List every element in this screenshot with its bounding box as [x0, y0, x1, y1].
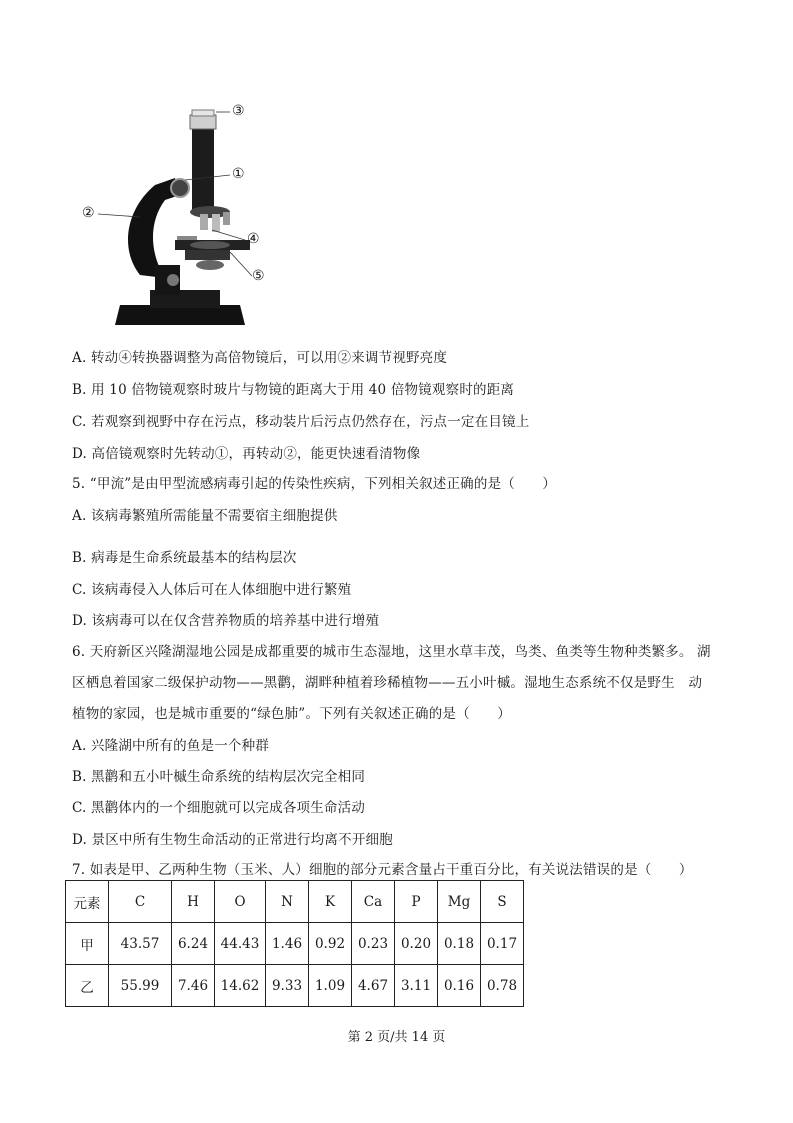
table-cell: H [172, 881, 215, 923]
q6-option-d: D. 景区中所有生物生命活动的正常进行均离不开细胞 [72, 832, 393, 848]
q6-stem-line-2: 区栖息着国家二级保护动物——黑鹳，湖畔种植着珍稀植物——五小叶槭。湿地生态系统不仅是野生 动 [72, 675, 703, 691]
table-header-row [66, 881, 524, 923]
table-row [66, 965, 524, 1007]
table-cell: 6.24 [172, 923, 215, 965]
table-cell: 3.11 [395, 965, 438, 1007]
table-cell: 乙 [66, 965, 109, 1007]
table-cell: 0.92 [309, 923, 352, 965]
table-cell: O [215, 881, 266, 923]
table-cell: 1.09 [309, 965, 352, 1007]
table-cell: P [395, 881, 438, 923]
q5-option-c: C. 该病毒侵入人体后可在人体细胞中进行繁殖 [72, 582, 352, 598]
table-cell: 7.46 [172, 965, 215, 1007]
table-cell: C [109, 881, 172, 923]
table-cell: N [266, 881, 309, 923]
q5-option-d: D. 该病毒可以在仅含营养物质的培养基中进行增殖 [72, 613, 380, 629]
table-cell: 0.20 [395, 923, 438, 965]
figure-leader-lines [80, 100, 280, 330]
q6-option-a: A. 兴隆湖中所有的鱼是一个种群 [72, 738, 270, 754]
table-cell: 0.16 [438, 965, 481, 1007]
label-5: ⑤ [252, 268, 265, 284]
q4-option-c: C. 若观察到视野中存在污点，移动装片后污点仍然存在，污点一定在目镜上 [72, 414, 530, 430]
q5-option-a: A. 该病毒繁殖所需能量不需要宿主细胞提供 [72, 508, 338, 524]
q6-option-c: C. 黑鹳体内的一个细胞就可以完成各项生命活动 [72, 800, 366, 816]
q4-option-d: D. 高倍镜观察时先转动①，再转动②，能更快速看清物像 [72, 446, 421, 462]
table-cell: 1.46 [266, 923, 309, 965]
q4-option-a: A. 转动④转换器调整为高倍物镜后，可以用②来调节视野亮度 [72, 350, 448, 366]
table-cell: 14.62 [215, 965, 266, 1007]
table-cell: 4.67 [352, 965, 395, 1007]
table-cell: K [309, 881, 352, 923]
microscope-figure [80, 100, 280, 330]
q4-option-b: B. 用 10 倍物镜观察时玻片与物镜的距离大于用 40 倍物镜观察时的距离 [72, 382, 515, 398]
q5-stem: 5. “甲流”是由甲型流感病毒引起的传染性疾病，下列相关叙述正确的是（ ） [72, 476, 557, 492]
label-3: ③ [232, 103, 245, 119]
table-cell: 43.57 [109, 923, 172, 965]
table-cell: 0.18 [438, 923, 481, 965]
table-cell: 0.23 [352, 923, 395, 965]
table-cell: 44.43 [215, 923, 266, 965]
table-cell: 9.33 [266, 965, 309, 1007]
table-row [66, 923, 524, 965]
table-cell: 元素 [66, 881, 109, 923]
q7-stem: 7. 如表是甲、乙两种生物（玉米、人）细胞的部分元素含量占干重百分比，有关说法错误的是（ ） [72, 862, 693, 878]
element-content-table [65, 880, 524, 1007]
table-cell: S [481, 881, 524, 923]
table-cell: Ca [352, 881, 395, 923]
label-4: ④ [247, 231, 260, 247]
label-1: ① [232, 166, 245, 182]
table-cell: Mg [438, 881, 481, 923]
table-cell: 甲 [66, 923, 109, 965]
table-cell: 55.99 [109, 965, 172, 1007]
q5-option-b: B. 病毒是生命系统最基本的结构层次 [72, 550, 297, 566]
q6-option-b: B. 黑鹳和五小叶槭生命系统的结构层次完全相同 [72, 769, 366, 785]
q6-stem-line-3: 植物的家园，也是城市重要的“绿色肺”。下列有关叙述正确的是（ ） [72, 706, 511, 722]
label-2: ② [82, 205, 95, 221]
q6-stem-line-1: 6. 天府新区兴隆湖湿地公园是成都重要的城市生态湿地，这里水草丰茂，鸟类、鱼类等生物种类繁多。 湖 [72, 644, 711, 660]
table-cell: 0.17 [481, 923, 524, 965]
page-footer: 第 2 页/共 14 页 [347, 1030, 446, 1045]
table-cell: 0.78 [481, 965, 524, 1007]
